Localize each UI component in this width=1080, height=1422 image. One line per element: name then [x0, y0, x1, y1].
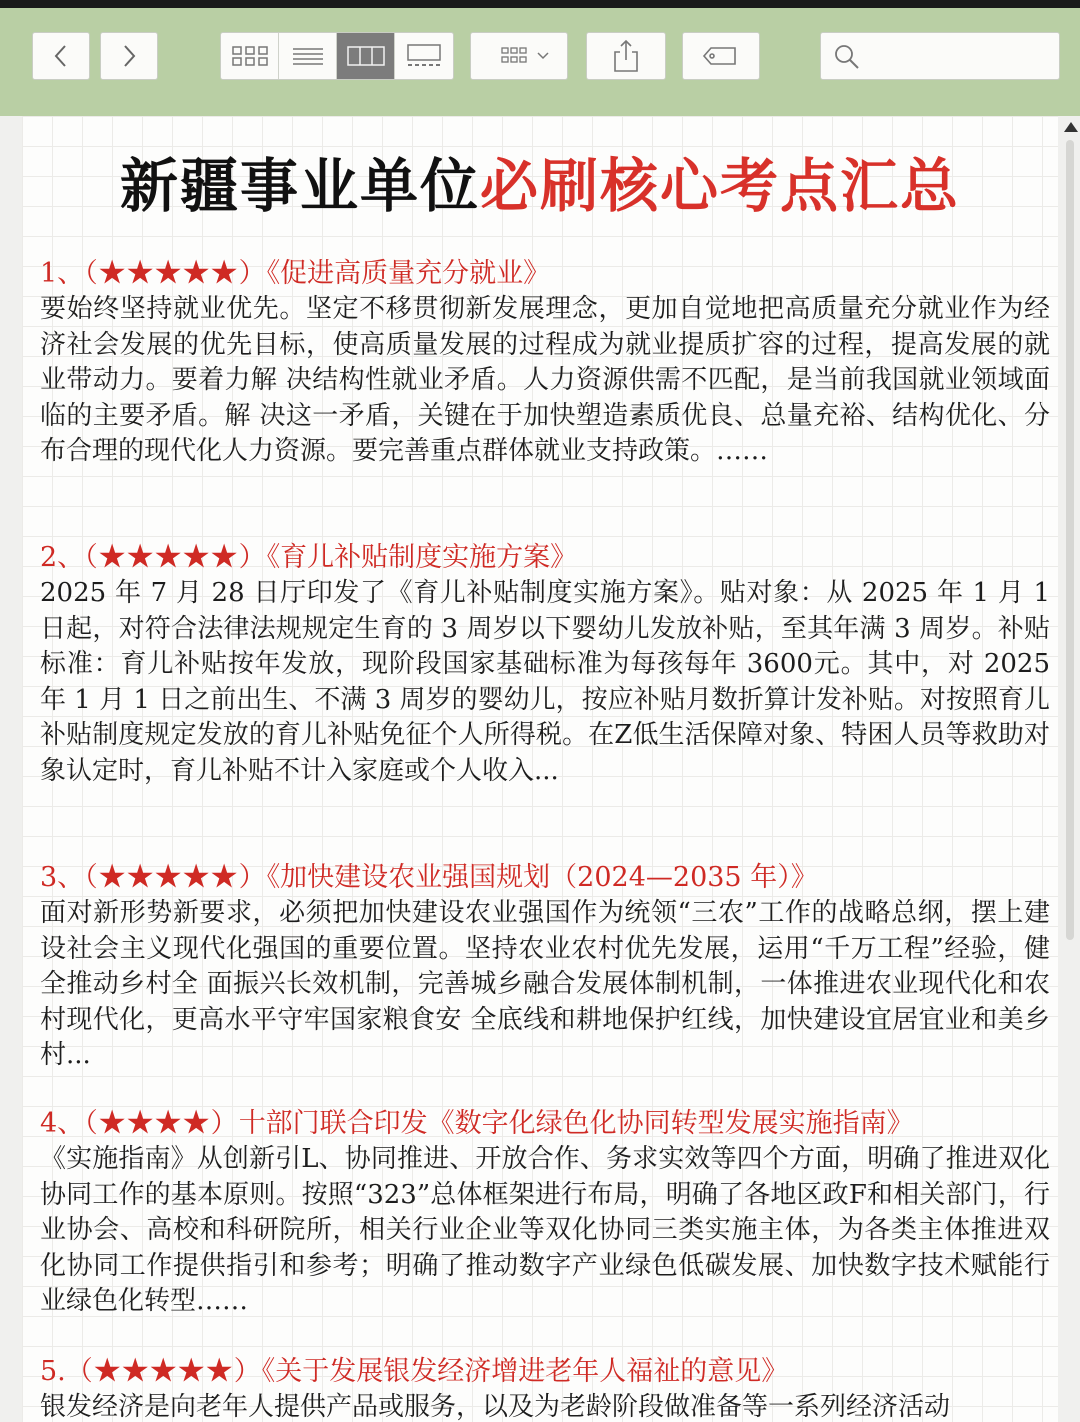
document-preview — [22, 116, 1058, 1422]
section-heading — [40, 860, 1050, 896]
section-4 — [40, 1106, 1050, 1320]
finder-toolbar — [0, 8, 1080, 116]
section-title: 《育儿补贴制度实施方案》 — [266, 542, 578, 573]
star-rating: （★★★★★） — [84, 542, 267, 573]
section-body: 2025 年 7 月 28 日厅印发了《育儿补贴制度实施方案》。贴对象：从 2025 年 1 月 1 日起，对符合法律法规规定生育的 3 周岁以下婴幼儿发放补贴，至其年满 3 周岁。补贴标准：育儿补贴按年发放，现阶段国家基础标准为每孩每年 3600元。其中，对 2025 年 1 月 1 日之前出生、不满 3 周岁的婴幼儿，按应补贴月数折算计发补贴。对按照育儿补贴制度规定发放的育儿补贴免征个人所得税。在Z低生活保障对象、特困人员等救助对象认定时，育儿补贴不计入家庭或个人收入... — [40, 578, 1050, 786]
window-top-edge — [0, 0, 1080, 8]
section-5 — [40, 1354, 1050, 1422]
share-icon — [611, 38, 641, 74]
page-title — [22, 144, 1058, 228]
star-rating: （★★★★★） — [84, 862, 267, 893]
search-input[interactable] — [871, 41, 1051, 71]
section-title: 《促进高质量充分就业》 — [266, 258, 551, 289]
view-mode-switcher — [220, 32, 454, 80]
column-view-button[interactable] — [337, 33, 395, 79]
gallery-icon — [404, 42, 444, 70]
section-title: 《加快建设农业强国规划（2024—2035 年）》 — [266, 862, 818, 893]
gallery-view-button[interactable] — [395, 33, 453, 79]
left-panel-edge — [0, 116, 22, 1422]
tag-icon — [701, 42, 741, 70]
section-number: 4、 — [40, 1108, 85, 1139]
share-button[interactable] — [586, 32, 666, 80]
section-3 — [40, 860, 1050, 1074]
back-button[interactable] — [32, 32, 90, 80]
chevron-down-icon — [538, 53, 548, 58]
section-title: 《关于发展银发经济增进老年人福祉的意见》 — [261, 1356, 789, 1387]
section-2 — [40, 540, 1050, 789]
section-body: 要始终坚持就业优先。坚定不移贯彻新发展理念，更加自觉地把高质量充分就业作为经济社会发展的优先目标，使高质量发展的过程成为就业提质扩容的过程，提高发展的就业带动力。要着力解 决结构性就业矛盾。人力资源供需不匹配，是当前我国就业领域面临的主要矛盾。解 决这一矛盾，关键在于加快塑造素质优良、总量充裕、结构优化、分布合理的现代化人力资源。要完善重点群体就业支持政策。…… — [40, 294, 1050, 466]
scroll-up-arrow-icon[interactable] — [1064, 122, 1078, 132]
scrollbar-thumb[interactable] — [1066, 140, 1074, 940]
list-view-button[interactable] — [279, 33, 337, 79]
section-heading — [40, 540, 1050, 576]
search-field[interactable] — [820, 32, 1060, 80]
list-icon — [290, 44, 326, 68]
section-number: 3、 — [40, 862, 85, 893]
title-red-part: 必刷核心考点汇总 — [480, 152, 961, 220]
section-number: 5. — [40, 1356, 66, 1387]
columns-icon — [346, 44, 386, 68]
section-heading — [40, 1106, 1050, 1142]
tag-button[interactable] — [682, 32, 760, 80]
arrange-grid-icon — [484, 42, 554, 70]
section-number: 2、 — [40, 542, 85, 573]
arrange-menu-button[interactable] — [470, 32, 568, 80]
chevron-right-icon — [119, 42, 139, 70]
grid-icon — [230, 44, 270, 68]
icon-view-button[interactable] — [221, 33, 279, 79]
forward-button[interactable] — [100, 32, 158, 80]
star-rating: （★★★★★） — [84, 258, 267, 289]
section-1 — [40, 256, 1050, 470]
section-body: 面对新形势新要求，必须把加快建设农业强国作为统领“三农”工作的战略总纲，摆上建设社会主义现代化强国的重要位置。坚持农业农村优先发展，运用“千万工程”经验，健全推动乡村全 面振兴长效机制，完善城乡融合发展体制机制，一体推进农业现代化和农村现代化，更高水平守牢国家粮食安 全底线和耕地保护红线，加快建设宜居宜业和美乡村... — [40, 898, 1050, 1070]
section-body: 银发经济是向老年人提供产品或服务，以及为老龄阶段做准备等一系列经济活动 — [40, 1392, 951, 1422]
section-title: 十部门联合印发《数字化绿色化协同转型发展实施指南》 — [238, 1108, 914, 1139]
section-heading — [40, 256, 1050, 292]
title-black-part: 新疆事业单位 — [119, 152, 480, 220]
star-rating: （★★★★★） — [65, 1356, 262, 1387]
section-heading — [40, 1354, 1050, 1390]
star-rating: （★★★★） — [84, 1108, 239, 1139]
search-icon — [833, 43, 861, 71]
section-number: 1、 — [40, 258, 85, 289]
chevron-left-icon — [51, 42, 71, 70]
section-body: 《实施指南》从创新引L、协同推进、开放合作、务求实效等四个方面，明确了推进双化协同工作的基本原则。按照“323”总体框架进行布局，明确了各地区政F和相关部门，行业协会、高校和科研院所，相关行业企业等双化协同三类实施主体，为各类主体推进双化协同工作提供指引和参考；明确了推动数字产业绿色低碳发展、加快数字技术赋能行业绿色化转型…… — [40, 1144, 1050, 1316]
